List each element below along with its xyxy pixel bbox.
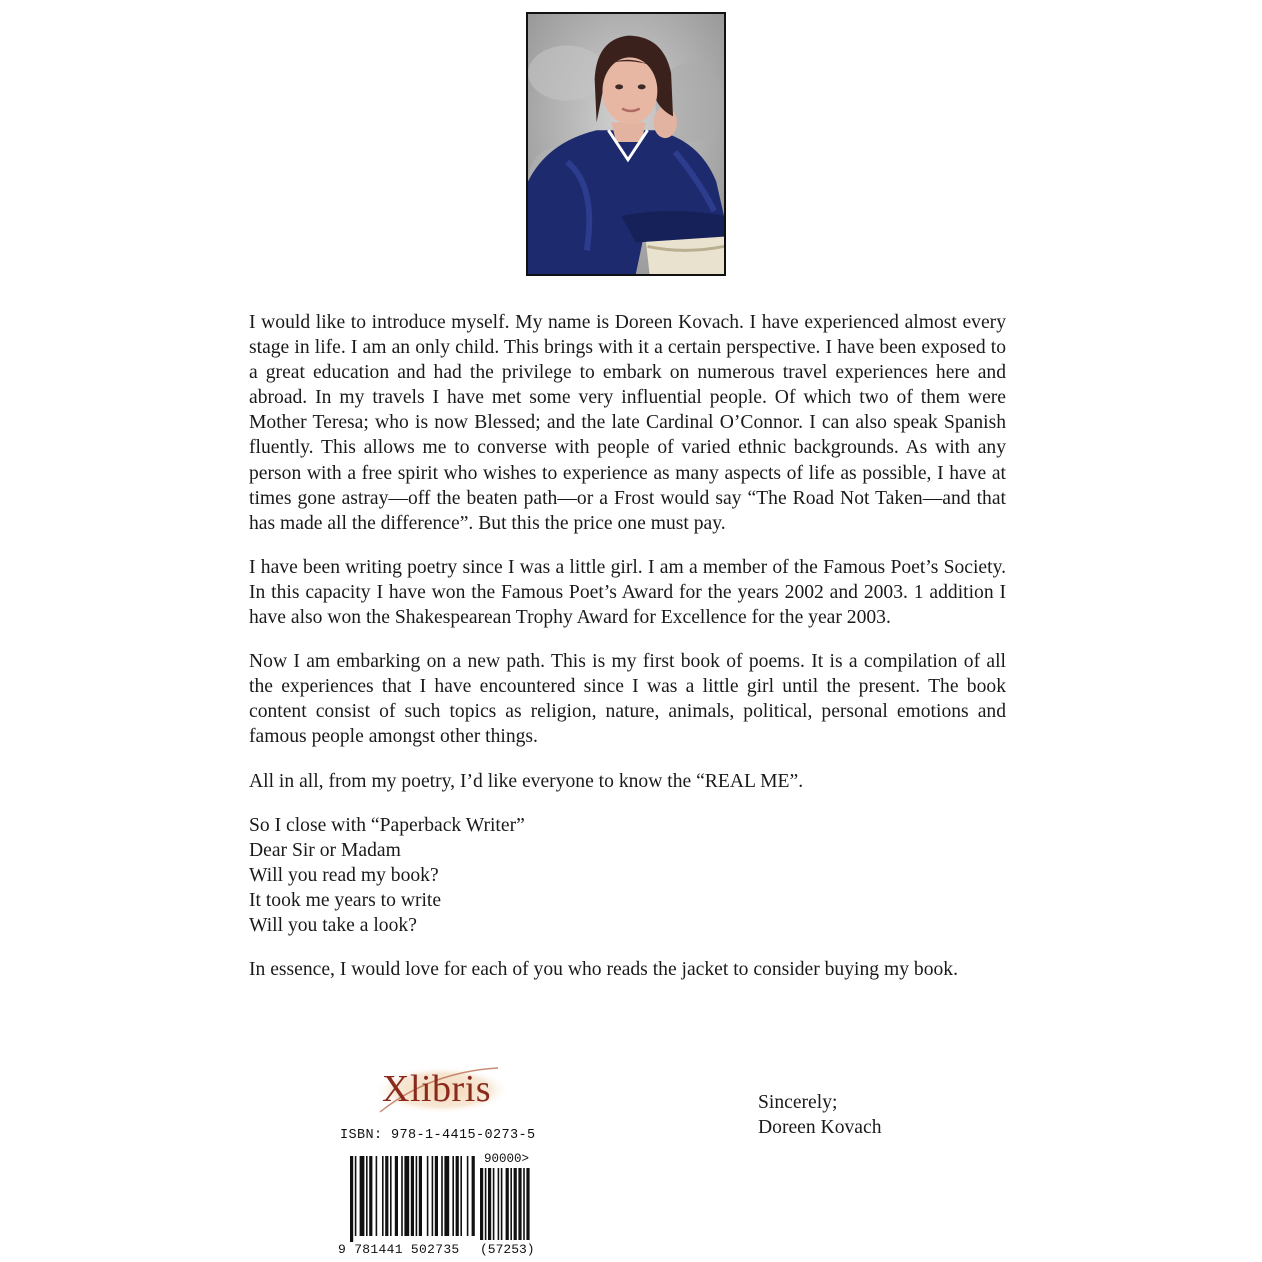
barcode-bar [401,1156,403,1236]
bio-paragraph-real-me: All in all, from my poetry, I’d like everyone to know the “REAL ME”. [249,770,804,792]
barcode-bar [427,1156,429,1236]
barcode-bar [435,1156,438,1236]
barcode-bar [432,1156,434,1236]
poem-line: Will you read my book? [249,864,439,886]
bio-text [249,310,1006,1001]
barcode-bar [416,1156,418,1236]
xlibris-logo [370,1062,510,1118]
poem-line: Dear Sir or Madam [249,839,401,861]
barcode-bar [395,1156,398,1236]
barcode-addon-bar [518,1168,521,1240]
barcode-addon-bar [480,1168,483,1240]
poem-excerpt [249,813,1006,938]
barcode-bar [456,1156,459,1236]
barcode-bar [355,1156,357,1236]
barcode-bar [360,1156,365,1236]
barcode-addon-bar [485,1168,487,1240]
author-photo [526,12,726,276]
signature-salutation: Sincerely; [758,1092,838,1113]
xlibris-wordmark: Xlibris [382,1068,492,1110]
barcode-bar [369,1156,372,1236]
barcode-addon-bar [506,1168,509,1240]
barcode-bar [411,1156,414,1236]
barcode-bar [385,1156,388,1236]
barcode-addon-bar [526,1168,529,1240]
barcode-sub-code: (57253) [480,1242,535,1257]
poem-line: It took me years to write [249,889,442,911]
barcode-digits: 9 781441 502735 [338,1242,460,1257]
closing-line: In essence, I would love for each of you who reads the jacket to consider buying my book. [249,959,958,981]
poem-line: So I close with “Paperback Writer” [249,814,525,836]
barcode-bar [390,1156,392,1236]
barcode-bar [467,1156,469,1236]
barcode-bar [444,1156,449,1236]
barcode-bar [419,1156,422,1236]
barcode-addon-bar [498,1168,500,1240]
barcode-bar [460,1156,462,1236]
bio-paragraph-new-path: Now I am embarking on a new path. This is my first book of poems. It is a compilation of all the experiences that I have encountered since I was a little girl until the present. The book content consist of such topics as religion, nature, animals, political, personal emotions and famous people amongst other things. [249,651,1006,748]
barcode-price-code: 90000> [484,1152,530,1166]
barcode-bar [472,1156,475,1236]
barcode-addon-bar [493,1168,495,1240]
barcode-addon-bar [523,1168,525,1240]
bio-paragraph-intro: I would like to introduce myself. My name is Doreen Kovach. I have experienced almost every stage in life. I am an only child. This brings with it a certain perspective. I have been exposed to a great education and had the privilege to embark on numerous travel experiences here and abroad. In my travels I have met some very influential people. Of which two of them were Mother Teresa; who is now Blessed; and the late Cardinal O’Connor. I can also speak Spanish fluently. This allows me to converse with people of varied ethnic backgrounds. As with any person with a free spirit who wishes to experience as many aspects of life as possible, I have at times gone astray—off the beaten path—or a Frost would say “The Road Not Taken—and that has made all the difference”. But this the price one must pay. [249,312,1006,534]
barcode-addon-bar [488,1168,491,1240]
barcode-bar [382,1156,384,1236]
signature-name: Doreen Kovach [758,1117,882,1138]
barcode-bar [366,1156,368,1236]
barcode-bar [441,1156,443,1236]
isbn-label: ISBN: 978-1-4415-0273-5 [340,1128,536,1143]
barcode-bar [404,1156,409,1236]
barcode-bar [376,1156,378,1236]
barcode-addon-bar [501,1168,503,1240]
barcode-bar [452,1156,454,1236]
barcode-addon-bar [514,1168,517,1240]
signature-block [758,1090,882,1140]
barcode-addon-bar [510,1168,512,1240]
poem-line: Will you take a look? [249,914,417,936]
barcode-bar [350,1156,353,1242]
bio-paragraph-poetry: I have been writing poetry since I was a little girl. I am a member of the Famous Poet’s Society. In this capacity I have won the Famous Poet’s Award for the years 2002 and 2003. 1 addition I have also won the Shakespearean Trophy Award for Excellence for the year 2003. [249,556,1006,629]
